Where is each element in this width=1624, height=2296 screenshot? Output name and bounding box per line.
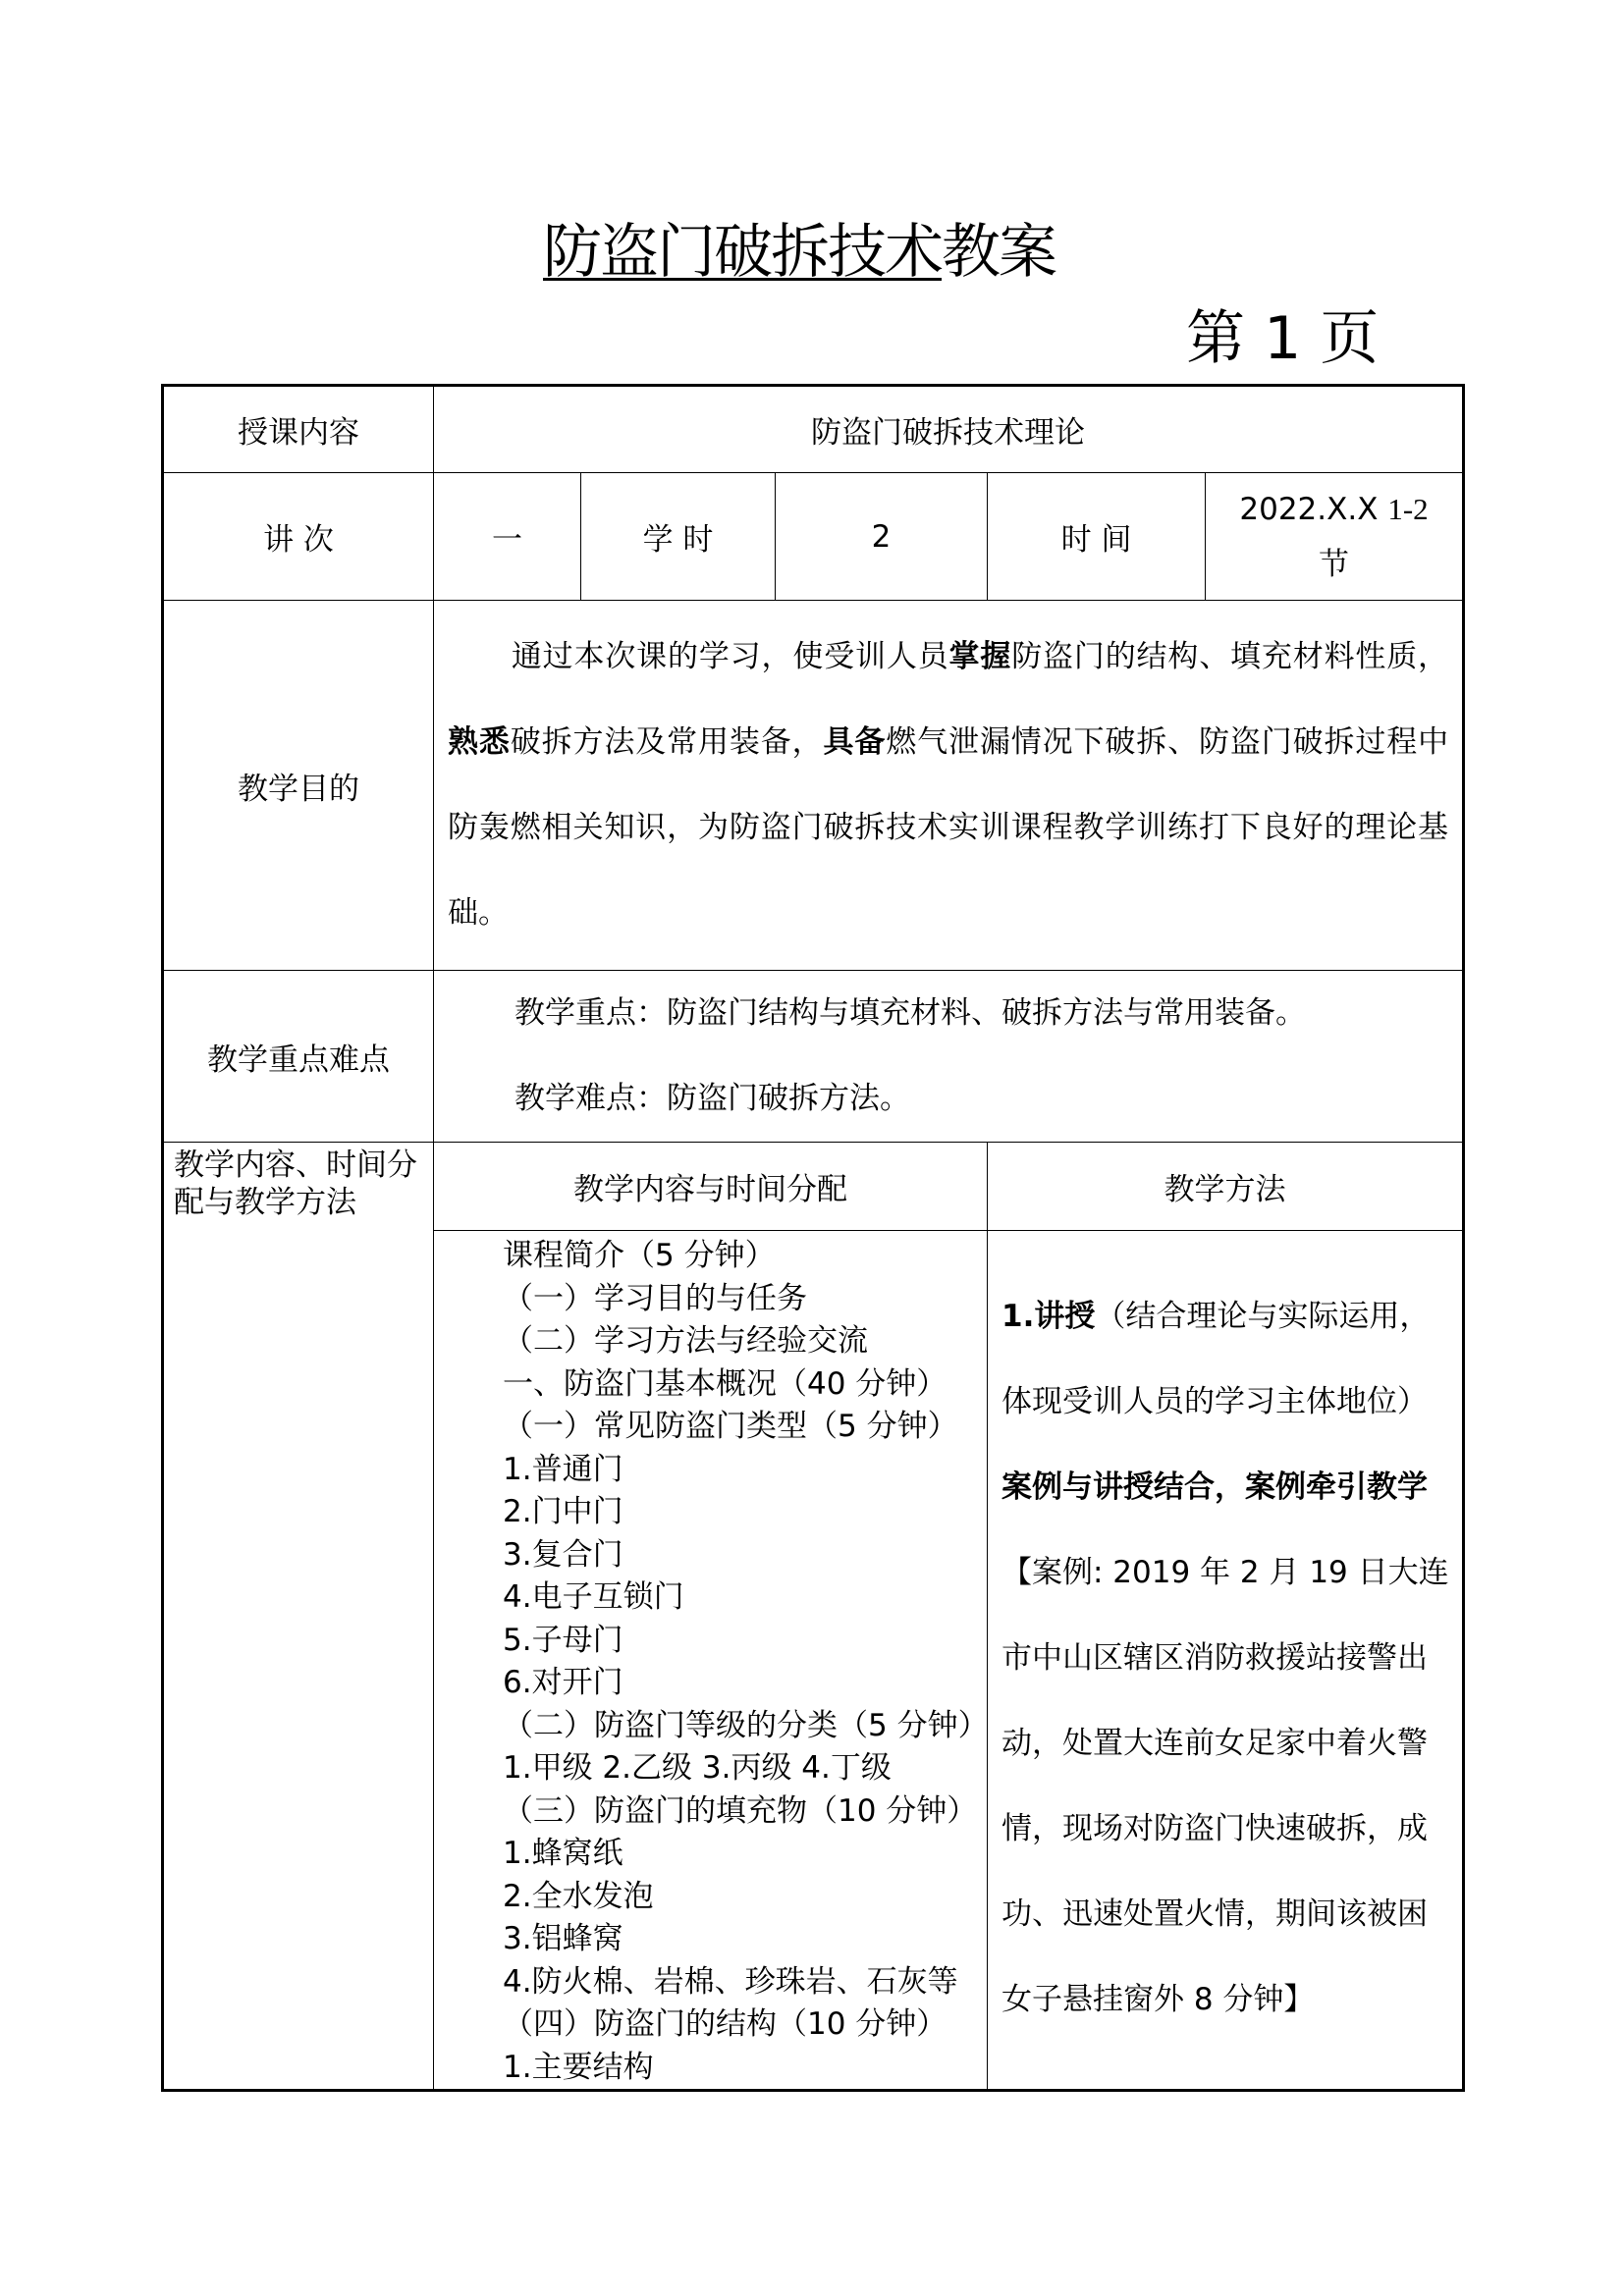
outline-item: 2.全水发泡 bbox=[503, 1878, 654, 1914]
content-outline bbox=[434, 1231, 988, 2091]
outline-item: 1.普通门 bbox=[503, 1451, 623, 1487]
row-session bbox=[163, 473, 1464, 601]
outline-item: 3.铝蜂窝 bbox=[503, 1921, 623, 1956]
row-course-content bbox=[163, 386, 1464, 473]
objectives-seg: 通过本次课的学习，使受训人员 bbox=[511, 639, 949, 674]
difficulty: 教学难点：防盗门破拆方法。 bbox=[514, 1081, 910, 1116]
teaching-methods bbox=[988, 1231, 1464, 2091]
course-content-value: 防盗门破拆技术理论 bbox=[434, 386, 1464, 473]
outline-item: 6.对开门 bbox=[503, 1665, 623, 1700]
objectives-seg: 防盗门的结构、填充材料性质， bbox=[1011, 639, 1449, 674]
objectives-text bbox=[434, 601, 1464, 971]
objectives-seg-bold: 熟悉 bbox=[448, 724, 511, 760]
outline-item: 3.复合门 bbox=[503, 1536, 623, 1573]
hours-value: 2 bbox=[776, 473, 988, 601]
content-header: 教学内容与时间分配 bbox=[434, 1143, 988, 1231]
case-heading: 案例与讲授结合，案例牵引教学 bbox=[1001, 1469, 1428, 1505]
content-label: 教学内容、时间分配与教学方法 bbox=[163, 1143, 434, 2091]
time-label: 时 间 bbox=[988, 473, 1206, 601]
method-1-title: 1.讲授 bbox=[1001, 1299, 1096, 1334]
document-title-rest: 教案 bbox=[942, 218, 1056, 287]
lecture-label: 讲 次 bbox=[163, 473, 434, 601]
objectives-seg: 破拆方法及常用装备， bbox=[510, 724, 824, 760]
document-title bbox=[543, 218, 1056, 287]
outline-item: （三）防盗门的填充物（10 分钟） bbox=[503, 1792, 978, 1829]
page-number: 第 1 页 bbox=[1186, 304, 1380, 373]
objectives-seg: 燃气泄漏情况下破拆、防盗门破拆过程中防轰燃相关知识，为防盗门破拆技术实训课程教学训练打下良好的理论基础。 bbox=[448, 724, 1449, 931]
objectives-seg-bold: 具备 bbox=[823, 724, 887, 760]
key-point: 教学重点：防盗门结构与填充材料、破拆方法与常用装备。 bbox=[514, 995, 1306, 1031]
case-text: 【案例: 2019 年 2 月 19 日大连市中山区辖区消防救援站接警出动，处置大连前女足家中着火警情，现场对防盗门快速破拆，成功、迅速处置火情，期间该被困女子悬挂窗外 8 分钟】 bbox=[1001, 1555, 1449, 2017]
hours-label: 学 时 bbox=[581, 473, 776, 601]
outline-item: 2.门中门 bbox=[503, 1494, 623, 1529]
outline-item: 4.防火棉、岩棉、珍珠岩、石灰等 bbox=[503, 1963, 958, 2000]
outline-item: （四）防盗门的结构（10 分钟） bbox=[503, 2006, 947, 2042]
row-objectives bbox=[163, 601, 1464, 971]
outline-item: 1.主要结构 bbox=[503, 2049, 654, 2085]
lecture-value: 一 bbox=[434, 473, 581, 601]
course-content-label: 授课内容 bbox=[163, 386, 434, 473]
outline-item: 4.电子互锁门 bbox=[503, 1579, 684, 1615]
keypoints-text bbox=[434, 971, 1464, 1143]
outline-item: 1.甲级 2.乙级 3.丙级 4.丁级 bbox=[503, 1750, 892, 1786]
keypoints-label: 教学重点难点 bbox=[163, 971, 434, 1143]
time-value-period: 1-2 bbox=[1387, 491, 1429, 526]
methods-header: 教学方法 bbox=[988, 1143, 1464, 1231]
outline-item: 1.蜂窝纸 bbox=[503, 1836, 623, 1871]
row-keypoints bbox=[163, 971, 1464, 1143]
outline-item: （一）学习目的与任务 bbox=[503, 1280, 807, 1316]
outline-item: （二）防盗门等级的分类（5 分钟） bbox=[503, 1707, 989, 1743]
outline-item: 一、防盗门基本概况（40 分钟） bbox=[503, 1365, 947, 1402]
outline-item: 5.子母门 bbox=[503, 1622, 623, 1658]
outline-item: （一）常见防盗门类型（5 分钟） bbox=[503, 1409, 958, 1444]
objectives-seg-bold: 掌握 bbox=[948, 639, 1012, 674]
time-value-unit: 节 bbox=[1319, 546, 1350, 582]
time-value bbox=[1206, 473, 1464, 601]
row-content-header bbox=[163, 1143, 1464, 1231]
lesson-plan-table bbox=[161, 384, 1465, 2092]
time-value-date: 2022.X.X bbox=[1239, 491, 1379, 527]
objectives-label: 教学目的 bbox=[163, 601, 434, 971]
outline-item: 课程简介（5 分钟） bbox=[503, 1238, 776, 1273]
method-1-desc: （结合理论与实际运用，体现受训人员的学习主体地位） bbox=[1001, 1299, 1431, 1419]
outline-item: （二）学习方法与经验交流 bbox=[503, 1323, 868, 1359]
document-title-underlined: 防盗门破拆技术 bbox=[543, 218, 942, 287]
